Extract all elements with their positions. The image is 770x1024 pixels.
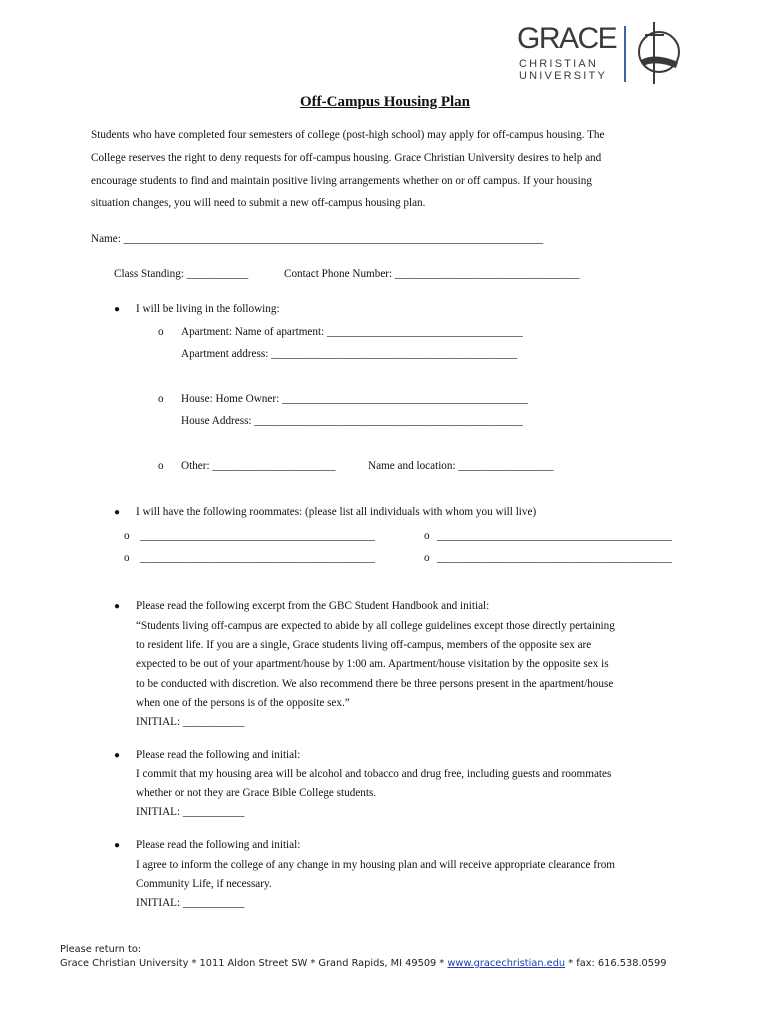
footer-address-text: Grace Christian University * 1011 Aldon Street SW * Grand Rapids, MI 49509 * [60, 958, 448, 969]
sub-bullet-icon: o [158, 393, 164, 405]
commitment-line-2: whether or not they are Grace Bible College students. [136, 787, 377, 799]
inform-line-2: Community Life, if necessary. [136, 878, 272, 890]
intro-line-3: encourage students to find and maintain positive living arrangements whether on or off campus. If your housing [91, 175, 592, 187]
sub-bullet-icon: o [158, 326, 164, 338]
footer-return-label: Please return to: [60, 944, 142, 955]
excerpt-line-2: to resident life. If you are a single, Grace students living off-campus, members of the opposite sex are [136, 639, 592, 651]
other-field[interactable]: Other: ______________________ [181, 460, 336, 472]
excerpt-line-3: expected to be out of your apartment/house by 1:00 am. Apartment/house visitation by the opposite sex is [136, 658, 609, 670]
excerpt-line-5: when one of the persons is of the opposite sex.” [136, 697, 350, 709]
sub-bullet-icon: o [158, 460, 164, 472]
commitment-line-1: I commit that my housing area will be alcohol and tobacco and drug free, including guests and roommates [136, 768, 612, 780]
footer-address [60, 958, 667, 969]
logo-divider [624, 26, 626, 82]
footer-fax: * fax: 616.538.0599 [565, 958, 667, 969]
sub-bullet-icon: o [424, 530, 430, 542]
page-title: Off-Campus Housing Plan [299, 94, 471, 110]
contact-phone-field[interactable]: Contact Phone Number: _________________________________ [284, 268, 580, 280]
inform-heading: Please read the following and initial: [136, 839, 301, 851]
roommate-field-4[interactable]: __________________________________________ [437, 552, 672, 564]
roommates-heading: I will have the following roommates: (please list all individuals with whom you will live) [136, 506, 537, 518]
apartment-address-field[interactable]: Apartment address: ____________________________________________ [181, 348, 518, 360]
inform-initial-field[interactable]: INITIAL: ___________ [136, 897, 245, 909]
sub-bullet-icon: o [124, 530, 130, 542]
logo-line-university: UNIVERSITY [519, 70, 608, 82]
intro-line-1: Students who have completed four semesters of college (post-high school) may apply for off-campus housing. The [91, 129, 605, 141]
house-owner-field[interactable]: House: Home Owner: ____________________________________________ [181, 393, 529, 405]
roommate-field-3[interactable]: __________________________________________ [140, 552, 375, 564]
bullet-icon: ● [114, 304, 121, 315]
intro-line-4: situation changes, you will need to submit a new off-campus housing plan. [91, 197, 426, 209]
name-field[interactable]: Name: ___________________________________________________________________________ [91, 233, 544, 245]
commitment-initial-field[interactable]: INITIAL: ___________ [136, 806, 245, 818]
sub-bullet-icon: o [424, 552, 430, 564]
logo-name: GRACE [517, 22, 617, 55]
excerpt-heading: Please read the following excerpt from the GBC Student Handbook and initial: [136, 600, 490, 612]
house-address-field[interactable]: House Address: ________________________________________________ [181, 415, 523, 427]
website-link[interactable]: www.gracechristian.edu [447, 958, 566, 969]
excerpt-line-1: “Students living off-campus are expected to abide by all college guidelines except those directly pertaining [136, 620, 615, 632]
class-standing-field[interactable]: Class Standing: ___________ [114, 268, 249, 280]
roommate-field-1[interactable]: __________________________________________ [140, 530, 375, 542]
logo-line-christian: CHRISTIAN [519, 58, 599, 70]
living-heading: I will be living in the following: [136, 303, 280, 315]
intro-line-2: College reserves the right to deny requests for off-campus housing. Grace Christian University desires to help and [91, 152, 602, 164]
inform-line-1: I agree to inform the college of any change in my housing plan and will receive appropriate clearance from [136, 859, 615, 871]
bullet-icon: ● [114, 507, 121, 518]
excerpt-line-4: to be conducted with discretion. We also recommend there be three persons present in the apartment/house [136, 678, 614, 690]
bullet-icon: ● [114, 601, 121, 612]
excerpt-initial-field[interactable]: INITIAL: ___________ [136, 716, 245, 728]
sub-bullet-icon: o [124, 552, 130, 564]
apartment-name-field[interactable]: Apartment: Name of apartment: ___________________________________ [181, 326, 523, 338]
cross-emblem-icon [631, 22, 685, 84]
commitment-heading: Please read the following and initial: [136, 749, 301, 761]
other-location-field[interactable]: Name and location: _________________ [368, 460, 554, 472]
bullet-icon: ● [114, 840, 121, 851]
roommate-field-2[interactable]: __________________________________________ [437, 530, 672, 542]
grace-christian-university-logo [517, 22, 687, 86]
bullet-icon: ● [114, 750, 121, 761]
